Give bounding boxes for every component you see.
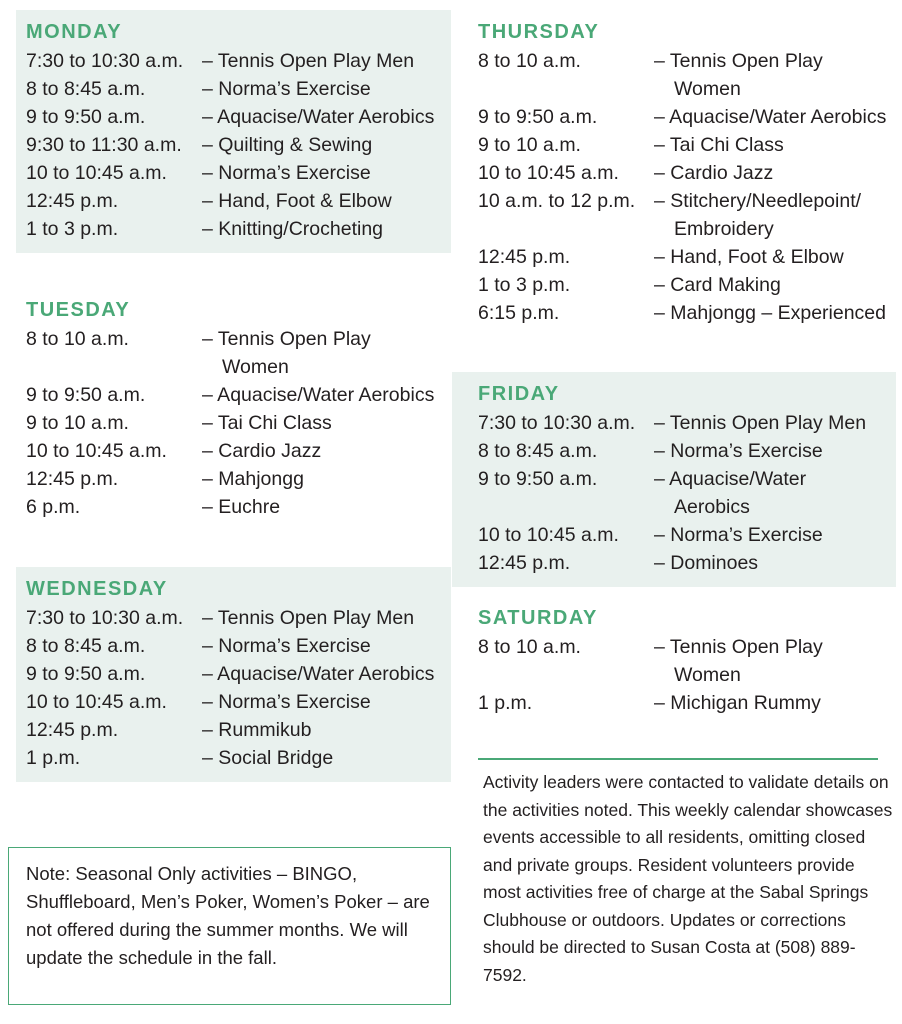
day-heading: TUESDAY: [26, 299, 131, 321]
info-paragraph: Activity leaders were contacted to validate details on the activities noted. This weekly calendar showcases events accessible to all residents, omitting closed and private groups. Resident volunteers provide most activities free of charge at the Sabal Springs Clubhouse or outdoors. Updates or corrections should be directed to Susan Costa at (508) 889-7592.: [483, 772, 893, 985]
activity-label: – Social Bridge: [202, 747, 334, 769]
time-label: 9 to 9:50 a.m.: [26, 663, 146, 685]
day-heading: FRIDAY: [478, 383, 560, 405]
time-label: 1 p.m.: [26, 747, 81, 769]
time-label: 6:15 p.m.: [478, 302, 560, 324]
schedule-row: [26, 688, 441, 716]
time-label: 8 to 10 a.m.: [478, 50, 581, 72]
time-label: 1 to 3 p.m.: [478, 274, 571, 296]
saturday-schedule: [468, 596, 902, 727]
activity-label: – Norma’s Exercise: [202, 691, 371, 713]
schedule-row: [26, 47, 441, 75]
schedule-row: [478, 159, 892, 187]
schedule-row: [478, 465, 886, 521]
activity-label: – Mahjongg – Experienced: [654, 302, 886, 324]
time-label: 8 to 10 a.m.: [26, 328, 129, 350]
schedule-row: [26, 159, 441, 187]
day-heading: WEDNESDAY: [26, 578, 168, 600]
time-label: 12:45 p.m.: [26, 190, 119, 212]
schedule-row: [26, 632, 441, 660]
activity-label: – Norma’s Exercise: [654, 440, 823, 462]
time-label: 12:45 p.m.: [478, 246, 571, 268]
activity-label: – Euchre: [202, 496, 281, 518]
time-label: 7:30 to 10:30 a.m.: [26, 50, 184, 72]
activity-label: – Tennis Open Play Men: [202, 50, 415, 72]
schedule-row: [478, 633, 892, 689]
activity-label: – Aquacise/Water Aerobics: [654, 106, 887, 128]
activity-label: – Rummikub: [202, 719, 312, 741]
monday-schedule: [16, 10, 451, 253]
tuesday-schedule: [16, 288, 451, 531]
time-label: 8 to 10 a.m.: [478, 636, 581, 658]
schedule-row: [26, 325, 441, 381]
schedule-row: [26, 465, 441, 493]
activity-label: – Tennis Open Play Men: [654, 412, 867, 434]
time-label: 1 to 3 p.m.: [26, 218, 119, 240]
time-label: 10 to 10:45 a.m.: [478, 162, 619, 184]
schedule-row: [26, 75, 441, 103]
time-label: 6 p.m.: [26, 496, 81, 518]
wednesday-schedule: [16, 567, 451, 782]
activity-label: – Cardio Jazz: [202, 440, 322, 462]
activity-label: – Mahjongg: [202, 468, 304, 490]
time-label: 8 to 8:45 a.m.: [26, 635, 146, 657]
activity-label: – Tennis Open Play Men: [202, 607, 415, 629]
schedule-row: [26, 215, 441, 243]
time-label: 10 to 10:45 a.m.: [478, 524, 619, 546]
activity-label: – Dominoes: [654, 552, 759, 574]
time-label: 8 to 8:45 a.m.: [478, 440, 598, 462]
schedule-row: [478, 437, 886, 465]
time-label: 9 to 9:50 a.m.: [478, 468, 598, 490]
time-label: 12:45 p.m.: [478, 552, 571, 574]
time-label: 1 p.m.: [478, 692, 533, 714]
schedule-row: [478, 521, 886, 549]
schedule-row: [26, 604, 441, 632]
schedule-row: [26, 409, 441, 437]
time-label: 10 a.m. to 12 p.m.: [478, 190, 636, 212]
activity-label: – Stitchery/Needlepoint/ Embroidery: [654, 190, 862, 240]
schedule-row: [26, 131, 441, 159]
activity-label: – Cardio Jazz: [654, 162, 774, 184]
schedule-row: [478, 243, 892, 271]
time-label: 9 to 9:50 a.m.: [478, 106, 598, 128]
schedule-row: [478, 549, 886, 577]
time-label: 12:45 p.m.: [26, 719, 119, 741]
schedule-row: [478, 299, 892, 327]
note-text: Note: Seasonal Only activities – BINGO, Shuffleboard, Men’s Poker, Women’s Poker – are not offered during the summer months. We will update the schedule in the fall.: [26, 863, 430, 968]
schedule-row: [26, 744, 441, 772]
day-heading: THURSDAY: [478, 21, 600, 43]
schedule-row: [26, 103, 441, 131]
activity-label: – Norma’s Exercise: [202, 162, 371, 184]
activity-label: – Tai Chi Class: [654, 134, 784, 156]
activity-label: – Hand, Foot & Elbow: [654, 246, 844, 268]
schedule-row: [26, 660, 441, 688]
day-heading: SATURDAY: [478, 607, 598, 629]
activity-label: – Hand, Foot & Elbow: [202, 190, 392, 212]
time-label: 8 to 8:45 a.m.: [26, 78, 146, 100]
activity-label: – Norma’s Exercise: [202, 78, 371, 100]
time-label: 9 to 9:50 a.m.: [26, 384, 146, 406]
activity-label: – Tennis Open Play Women: [654, 50, 823, 100]
schedule-row: [26, 493, 441, 521]
activity-label: – Aquacise/Water Aerobics: [202, 663, 435, 685]
activity-label: – Tai Chi Class: [202, 412, 332, 434]
activity-label: – Tennis Open Play Women: [654, 636, 823, 686]
thursday-schedule: [468, 10, 902, 337]
friday-schedule: [452, 372, 896, 587]
activity-label: – Knitting/Crocheting: [202, 218, 384, 240]
time-label: 9 to 10 a.m.: [478, 134, 581, 156]
time-label: 10 to 10:45 a.m.: [26, 162, 167, 184]
activity-label: – Aquacise/Water Aerobics: [654, 468, 807, 518]
schedule-row: [478, 271, 892, 299]
time-label: 9 to 10 a.m.: [26, 412, 129, 434]
activity-label: – Quilting & Sewing: [202, 134, 373, 156]
schedule-row: [26, 381, 441, 409]
day-heading: MONDAY: [26, 21, 123, 43]
time-label: 9 to 9:50 a.m.: [26, 106, 146, 128]
schedule-row: [478, 47, 892, 103]
schedule-row: [478, 103, 892, 131]
activity-label: – Card Making: [654, 274, 781, 296]
time-label: 7:30 to 10:30 a.m.: [26, 607, 184, 629]
schedule-row: [478, 131, 892, 159]
time-label: 10 to 10:45 a.m.: [26, 691, 167, 713]
activity-label: – Aquacise/Water Aerobics: [202, 384, 435, 406]
section-divider: [478, 758, 878, 760]
schedule-row: [478, 187, 892, 243]
time-label: 9:30 to 11:30 a.m.: [26, 134, 182, 156]
schedule-row: [478, 689, 892, 717]
time-label: 12:45 p.m.: [26, 468, 119, 490]
activity-label: – Aquacise/Water Aerobics: [202, 106, 435, 128]
seasonal-note-box: [8, 847, 451, 1005]
time-label: 10 to 10:45 a.m.: [26, 440, 167, 462]
activity-label: – Michigan Rummy: [654, 692, 821, 714]
activity-label: – Tennis Open Play Women: [202, 328, 371, 378]
activity-label: – Norma’s Exercise: [202, 635, 371, 657]
schedule-row: [26, 716, 441, 744]
schedule-row: [478, 409, 886, 437]
schedule-row: [26, 187, 441, 215]
time-label: 7:30 to 10:30 a.m.: [478, 412, 636, 434]
activity-label: – Norma’s Exercise: [654, 524, 823, 546]
schedule-row: [26, 437, 441, 465]
